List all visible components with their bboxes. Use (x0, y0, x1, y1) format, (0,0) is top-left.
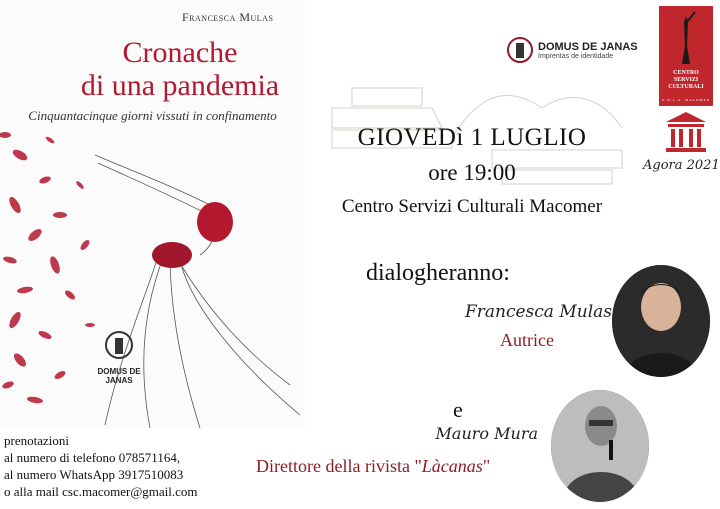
event-venue: Centro Servizi Culturali Macomer (341, 196, 603, 217)
statue-icon (659, 6, 713, 68)
csc-line3: CULTURALI (668, 84, 704, 90)
booking-info (4, 432, 198, 500)
csc-line1: CENTRO (673, 70, 699, 76)
journal-name: Làcanas (421, 456, 483, 476)
speaker2-photo (551, 390, 649, 502)
csc-badge-panel (659, 6, 713, 106)
speaker1-role: Autrice (500, 330, 554, 350)
booking-line4: o alla mail csc.macomer@gmail.com (4, 484, 198, 499)
cover-subtitle: Cinquantacinque giorni vissuti in confinamento (28, 108, 277, 123)
event-date: GIOVEDì 1 LUGLIO (357, 124, 587, 151)
cover-title-line1: Cronache (122, 36, 238, 69)
agora-label: Agora 2021 (643, 158, 720, 173)
domus-logo-icon (104, 330, 134, 360)
event-time: ore 19:00 (428, 160, 516, 185)
booking-line3: al numero WhatsApp 3917510083 (4, 467, 184, 482)
speaker2-signature: Mauro Mura (435, 424, 538, 443)
cover-publisher-name: DOMUS DE JANAS (97, 367, 141, 385)
speaker2-portrait-icon (551, 390, 649, 502)
speaker1-photo (612, 265, 710, 377)
temple-icon (663, 110, 709, 154)
cover-title (60, 36, 300, 102)
cover-title-line2: di una pandemia (80, 69, 280, 102)
publisher-logo (506, 36, 638, 64)
csc-badge (659, 6, 713, 158)
role2-prefix: Direttore della rivista " (256, 456, 422, 476)
booking-line1: prenotazioni (4, 433, 69, 448)
csc-badge-text (659, 70, 713, 91)
csc-line2: SERVIZI (673, 77, 699, 83)
csc-badge-small: U.N.L.A. MACOMER (661, 98, 711, 102)
speaker2-role (256, 456, 490, 477)
role2-suffix: " (482, 456, 491, 476)
publisher-tagline: Imprentas de identidade (538, 52, 614, 60)
domus-logo-icon (506, 36, 534, 64)
cover-author: Francesca Mulas (182, 10, 274, 24)
and-separator: e (453, 397, 463, 422)
publisher-name: DOMUS DE JANAS (538, 40, 638, 53)
booking-line2: al numero di telefono 078571164, (4, 450, 181, 465)
speaker1-signature: Francesca Mulas (464, 302, 612, 322)
dialog-heading: dialogheranno: (366, 260, 510, 286)
book-cover (0, 0, 305, 428)
cover-publisher-logo (84, 330, 154, 385)
speaker1-portrait-icon (612, 265, 710, 377)
